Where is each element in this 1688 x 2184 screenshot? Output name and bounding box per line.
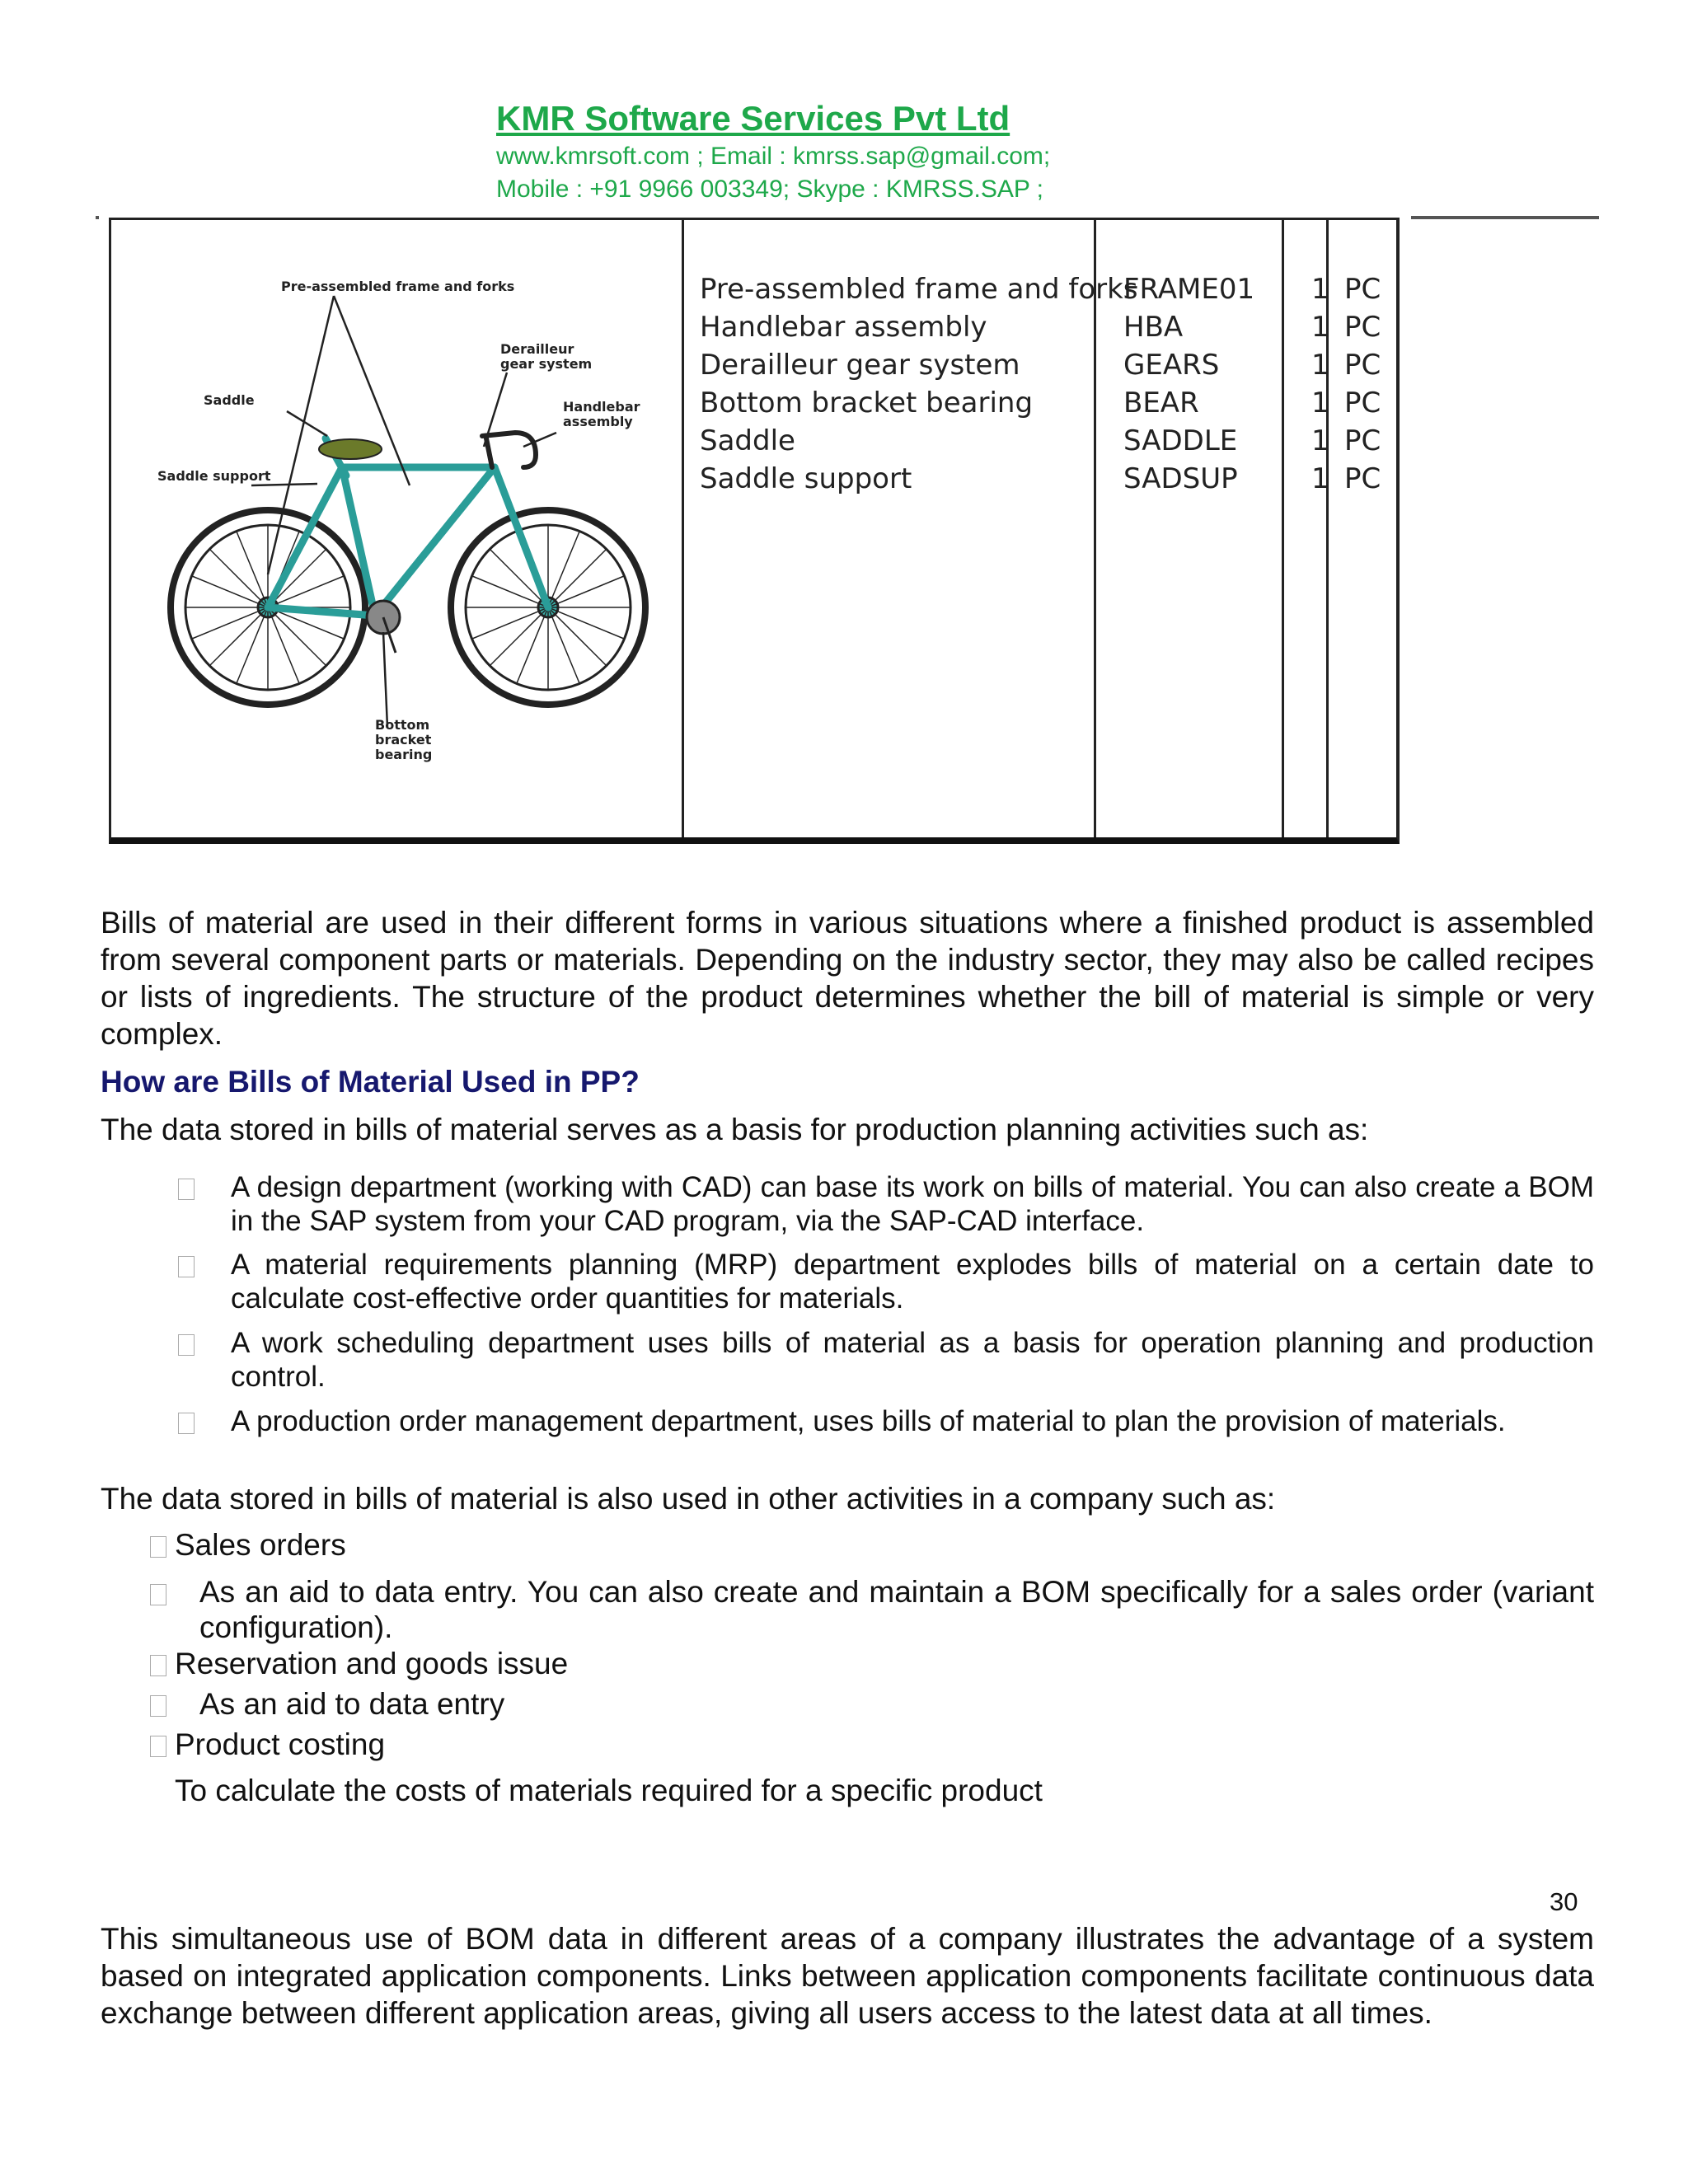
list-item: A material requirements planning (MRP) department explodes bills of material on a certain date to calculate cost-effective order quantities for materials. (231, 1249, 1594, 1315)
bom-unit: PC (1344, 311, 1381, 344)
bullet-icon (178, 1334, 195, 1356)
bom-qty: 1 (1311, 273, 1329, 306)
label-handlebar: Handlebar assembly (563, 399, 640, 429)
bullet-icon (150, 1536, 166, 1558)
bullet-icon (178, 1256, 195, 1277)
bom-description: Saddle support (700, 462, 912, 495)
sub-item-detail: To calculate the costs of materials required for a specific product (175, 1774, 1043, 1807)
bom-code: FRAME01 (1123, 273, 1255, 306)
bom-qty: 1 (1311, 349, 1329, 382)
bom-code: HBA (1123, 311, 1184, 344)
bullet-icon (150, 1584, 166, 1605)
bom-code: SADDLE (1123, 424, 1238, 457)
bom-figure (109, 218, 1400, 844)
bom-unit: PC (1344, 349, 1381, 382)
sub-item-title: Product costing (175, 1727, 386, 1761)
header-rule (1411, 216, 1599, 219)
bom-qty: 1 (1311, 311, 1329, 344)
company-name: KMR Software Services Pvt Ltd (496, 99, 1010, 138)
contact-web-email: www.kmrsoft.com ; Email : kmrss.sap@gmail.com; (496, 143, 1051, 170)
table-divider-1 (682, 220, 684, 837)
lead-paragraph-1: The data stored in bills of material serves as a basis for production planning activities such as: (101, 1113, 1369, 1146)
bike-frame (268, 438, 548, 616)
label-saddle: Saddle (204, 392, 255, 408)
closing-paragraph: This simultaneous use of BOM data in different areas of a company illustrates the advantage of a system based on integrated application components. Links between application components facilitate continuous data exchange between different application areas, giving all users access to the latest data at all times. (101, 1922, 1594, 2030)
bom-code: GEARS (1123, 349, 1220, 382)
bom-description: Bottom bracket bearing (700, 387, 1034, 419)
bullet-icon (178, 1413, 195, 1434)
bom-qty: 1 (1311, 424, 1329, 457)
label-derailleur: Derailleur gear system (500, 341, 593, 372)
bom-description: Handlebar assembly (700, 311, 987, 344)
sub-item-detail: As an aid to data entry (199, 1687, 505, 1721)
label-bottom-bracket: Bottom bracket bearing (375, 717, 433, 762)
lead-paragraph-2: The data stored in bills of material is also used in other activities in a company such as: (101, 1482, 1276, 1516)
bullet-icon (150, 1655, 166, 1676)
bom-code: BEAR (1123, 387, 1199, 419)
bom-unit: PC (1344, 387, 1381, 419)
list-item: A production order management department, uses bills of material to plan the provision of materials. (231, 1405, 1506, 1437)
page-number: 30 (1550, 1887, 1578, 1916)
table-divider-2 (1094, 220, 1096, 837)
bom-unit: PC (1344, 273, 1381, 306)
sub-item-detail: As an aid to data entry. You can also create and maintain a BOM specifically for a sales order (variant configuration). (199, 1575, 1594, 1644)
bom-unit: PC (1344, 462, 1381, 495)
section-heading: How are Bills of Material Used in PP? (101, 1065, 640, 1099)
bom-description: Pre-assembled frame and forks (700, 273, 1138, 306)
bullet-icon (178, 1179, 195, 1200)
list-item: A work scheduling department uses bills of material as a basis for operation planning and production control. (231, 1327, 1594, 1393)
contact-mobile-skype: Mobile : +91 9966 003349; Skype : KMRSS.SAP ; (496, 176, 1044, 203)
bullet-icon (150, 1736, 166, 1757)
sub-item-title: Sales orders (175, 1528, 346, 1562)
saddle-shape (319, 439, 382, 459)
list-item: A design department (working with CAD) can base its work on bills of material. You can also create a BOM in the SAP system from your CAD program, via the SAP-CAD interface. (231, 1171, 1594, 1237)
header-rule-dot (96, 216, 99, 219)
bom-unit: PC (1344, 424, 1381, 457)
sub-item-title: Reservation and goods issue (175, 1647, 569, 1680)
intro-paragraph: Bills of material are used in their different forms in various situations where a finished product is assembled from several component parts or materials. Depending on the industry sector, they may also be called recipes or lists of ingredients. The structure of the product determines whether the bill of material is simple or very complex. (101, 906, 1594, 1051)
bom-qty: 1 (1311, 387, 1329, 419)
handlebar-shape (482, 433, 536, 467)
bom-code: SADSUP (1123, 462, 1238, 495)
bom-qty: 1 (1311, 462, 1329, 495)
bom-description: Saddle (700, 424, 795, 457)
bom-description: Derailleur gear system (700, 349, 1020, 382)
label-frame: Pre-assembled frame and forks (281, 279, 515, 294)
label-saddle-support: Saddle support (157, 468, 271, 484)
page-header (496, 97, 1050, 206)
table-divider-3 (1282, 220, 1284, 837)
bullet-icon (150, 1695, 166, 1717)
